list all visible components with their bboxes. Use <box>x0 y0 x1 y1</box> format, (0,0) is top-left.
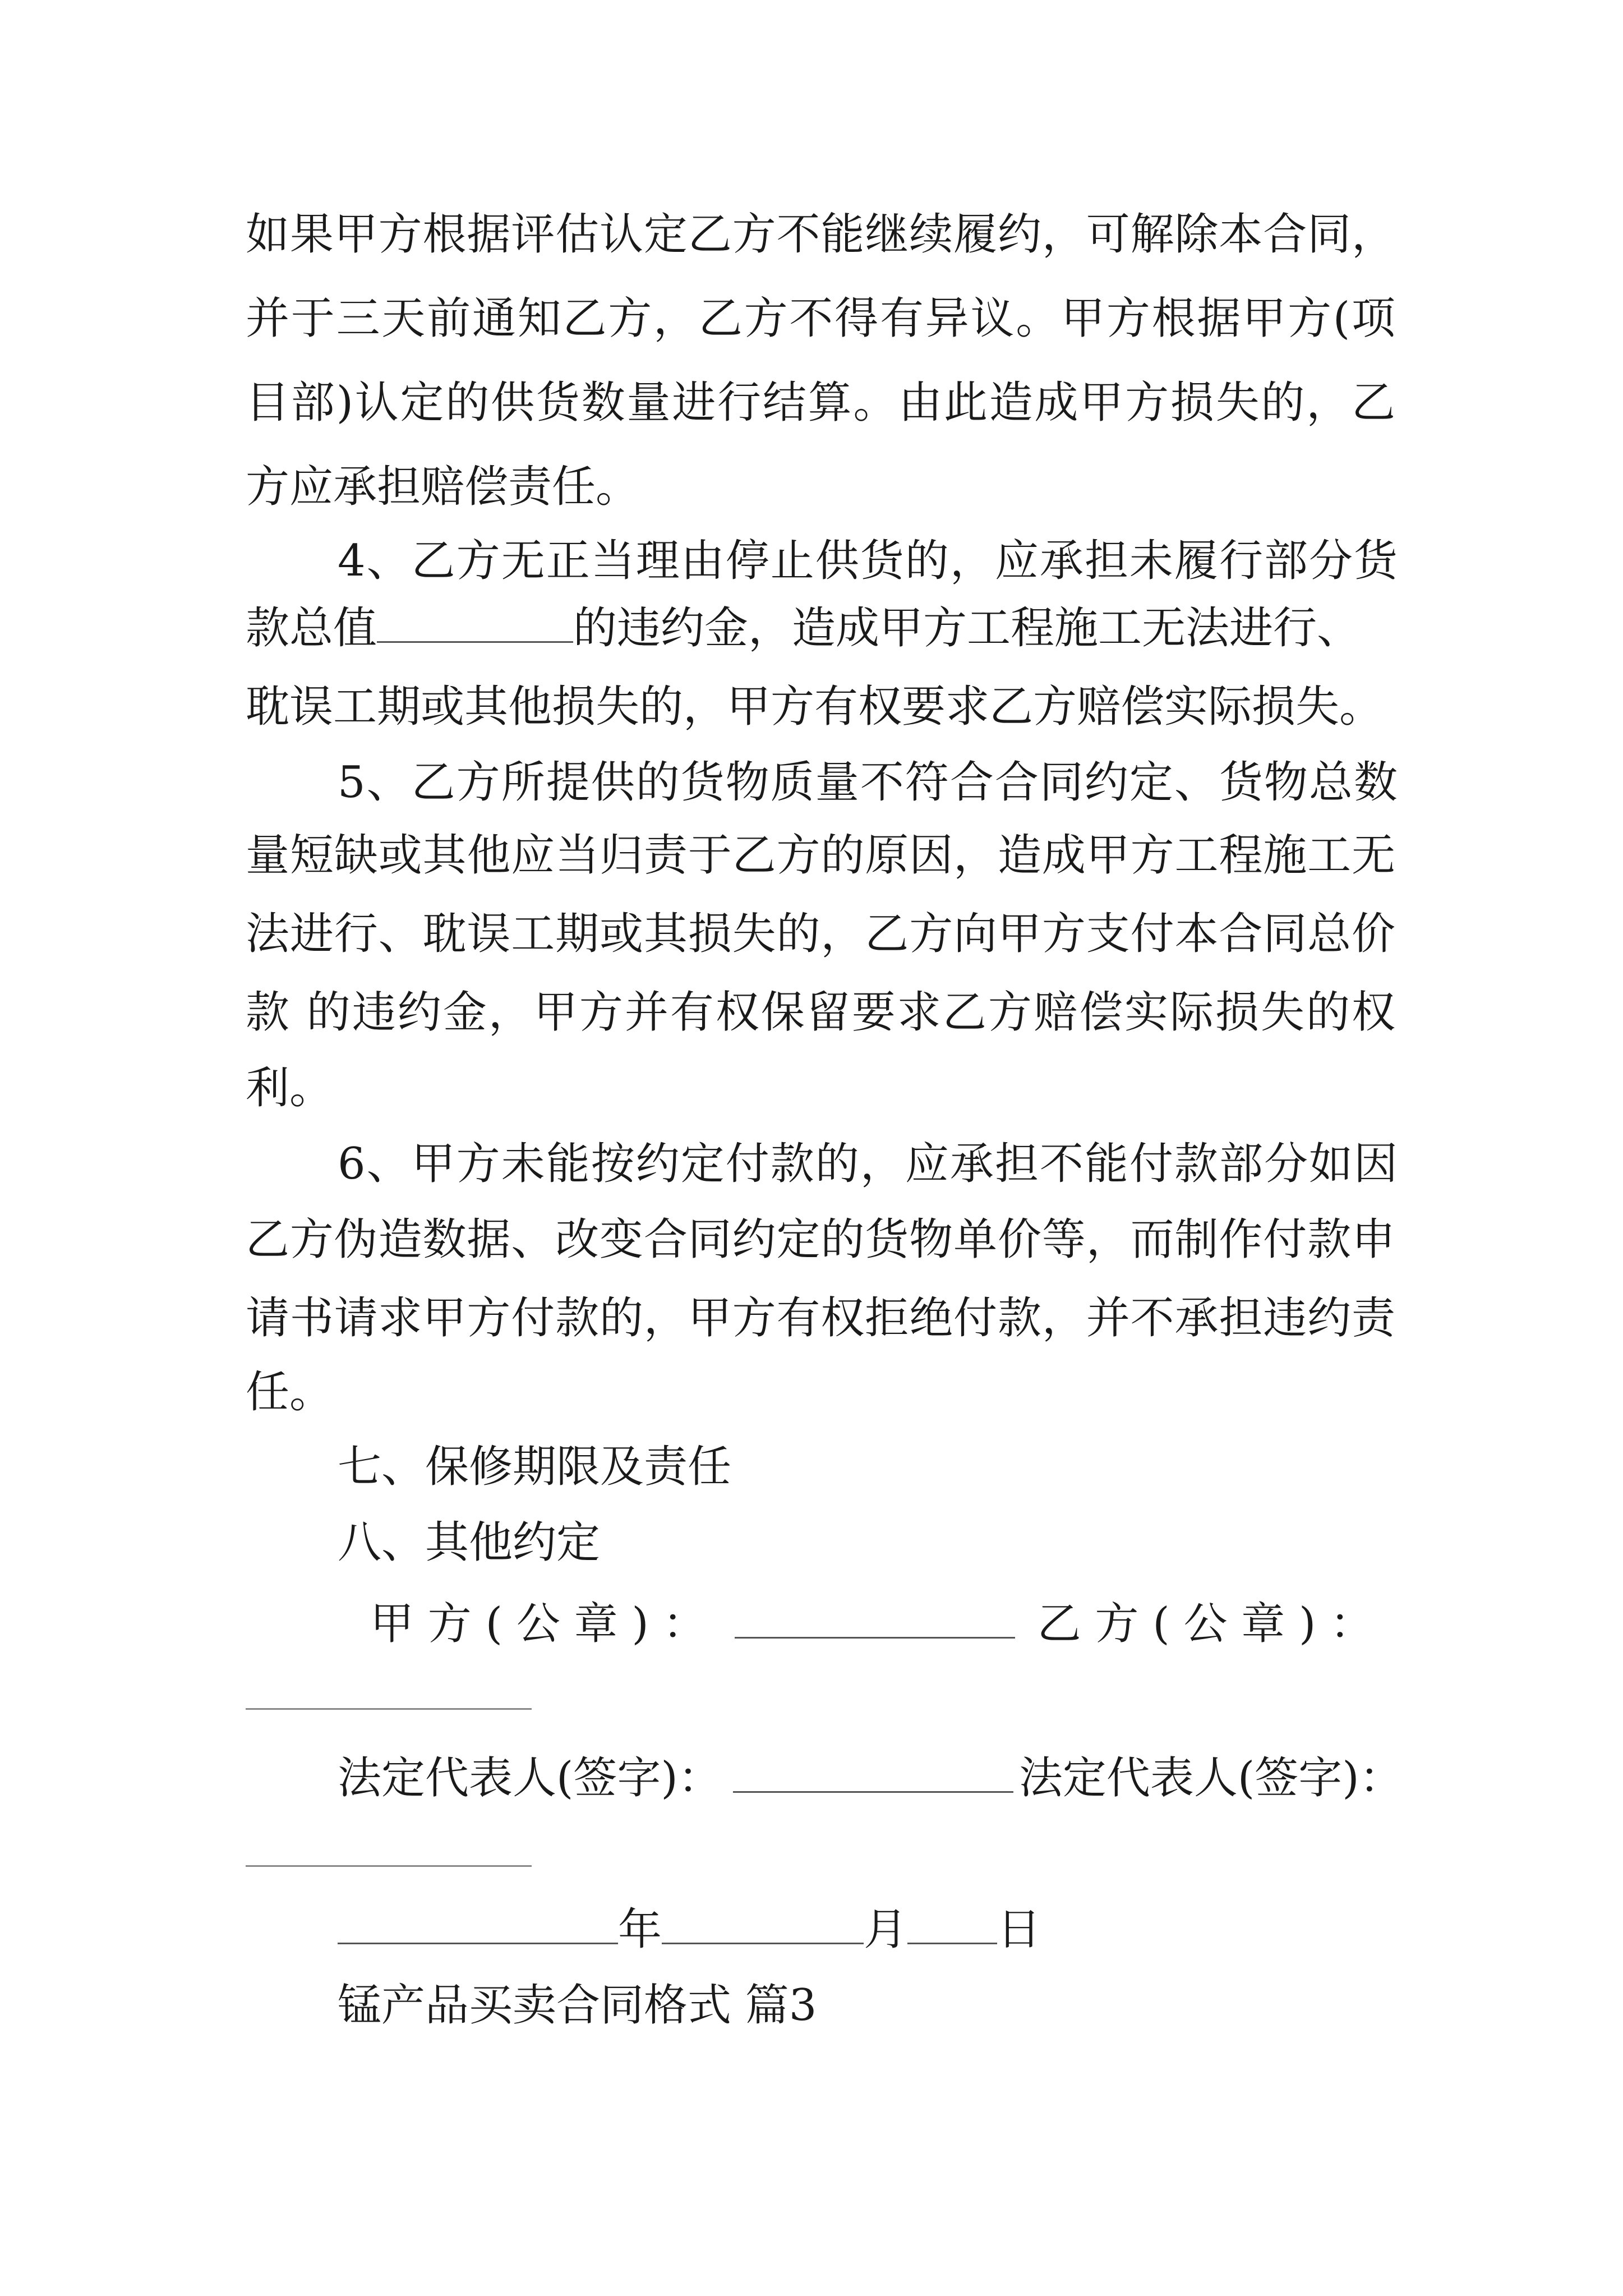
month-blank <box>662 1903 864 1944</box>
heading-other: 八、其他约定 <box>338 1517 601 1568</box>
month-label: 月 <box>864 1904 908 1955</box>
p4-line-3: 耽误工期或其他损失的，甲方有权要求乙方赔偿实际损失。 <box>246 682 1384 732</box>
p3-line-3: 目部)认定的供货数量进行结算。由此造成甲方损失的，乙 <box>246 378 1395 428</box>
day-label: 日 <box>997 1904 1041 1955</box>
seal-row <box>370 1596 1402 1652</box>
p5-line-4: 款 的违约金，甲方并有权保留要求乙方赔偿实际损失的权 <box>246 987 1395 1038</box>
p3-line-1: 如果甲方根据评估认定乙方不能继续履约，可解除本合同， <box>246 209 1395 260</box>
p5-line-1: 5、乙方所提供的货物质量不符合合同约定、货物总数 <box>338 757 1398 808</box>
party-b-seal-blank <box>246 1708 532 1710</box>
rep-b-blank <box>246 1865 532 1867</box>
p6-line-1: 6、甲方未能按约定付款的，应承担不能付款部分如因 <box>338 1139 1398 1189</box>
p4-line-2 <box>246 600 1395 656</box>
heading-warranty: 七、保修期限及责任 <box>338 1442 732 1492</box>
p4-line-2-start: 款总值 <box>246 603 377 654</box>
p5-line-3: 法进行、耽误工期或其损失的，乙方向甲方支付本合同总价 <box>246 909 1395 959</box>
p6-line-2: 乙方伪造数据、改变合同约定的货物单价等，而制作付款申 <box>246 1214 1395 1265</box>
rep-a-label: 法定代表人(签字)： <box>338 1753 722 1803</box>
year-blank <box>338 1903 618 1944</box>
p4-line-1: 4、乙方无正当理由停止供货的，应承担未履行部分货 <box>338 536 1398 586</box>
rep-b-label: 法定代表人(签字)： <box>1018 1753 1403 1803</box>
next-section-title: 锰产品买卖合同格式 篇3 <box>338 1980 817 2031</box>
day-blank <box>907 1903 997 1944</box>
party-b-seal-label: 乙 方 ( 公 章 ) ： <box>1037 1599 1374 1649</box>
amount-blank <box>377 602 573 643</box>
p3-line-4: 方应承担赔偿责任。 <box>246 462 640 512</box>
p4-line-2-end: 的违约金，造成甲方工程施工无法进行、 <box>573 603 1361 654</box>
year-label: 年 <box>618 1904 662 1955</box>
rep-a-blank <box>733 1752 1013 1793</box>
date-row <box>338 1902 1398 1958</box>
p6-line-3: 请书请求甲方付款的，甲方有权拒绝付款，并不承担违约责 <box>246 1293 1395 1343</box>
p6-line-4: 任。 <box>246 1367 334 1418</box>
p5-line-5: 利。 <box>246 1063 334 1114</box>
p5-line-2: 量短缺或其他应当归责于乙方的原因，造成甲方工程施工无 <box>246 830 1395 881</box>
party-a-seal-label: 甲 方 ( 公 章 ) ： <box>370 1599 707 1649</box>
p3-line-2: 并于三天前通知乙方，乙方不得有异议。甲方根据甲方(项 <box>246 293 1395 344</box>
rep-row <box>338 1750 1403 1806</box>
party-a-seal-blank <box>735 1598 1015 1639</box>
